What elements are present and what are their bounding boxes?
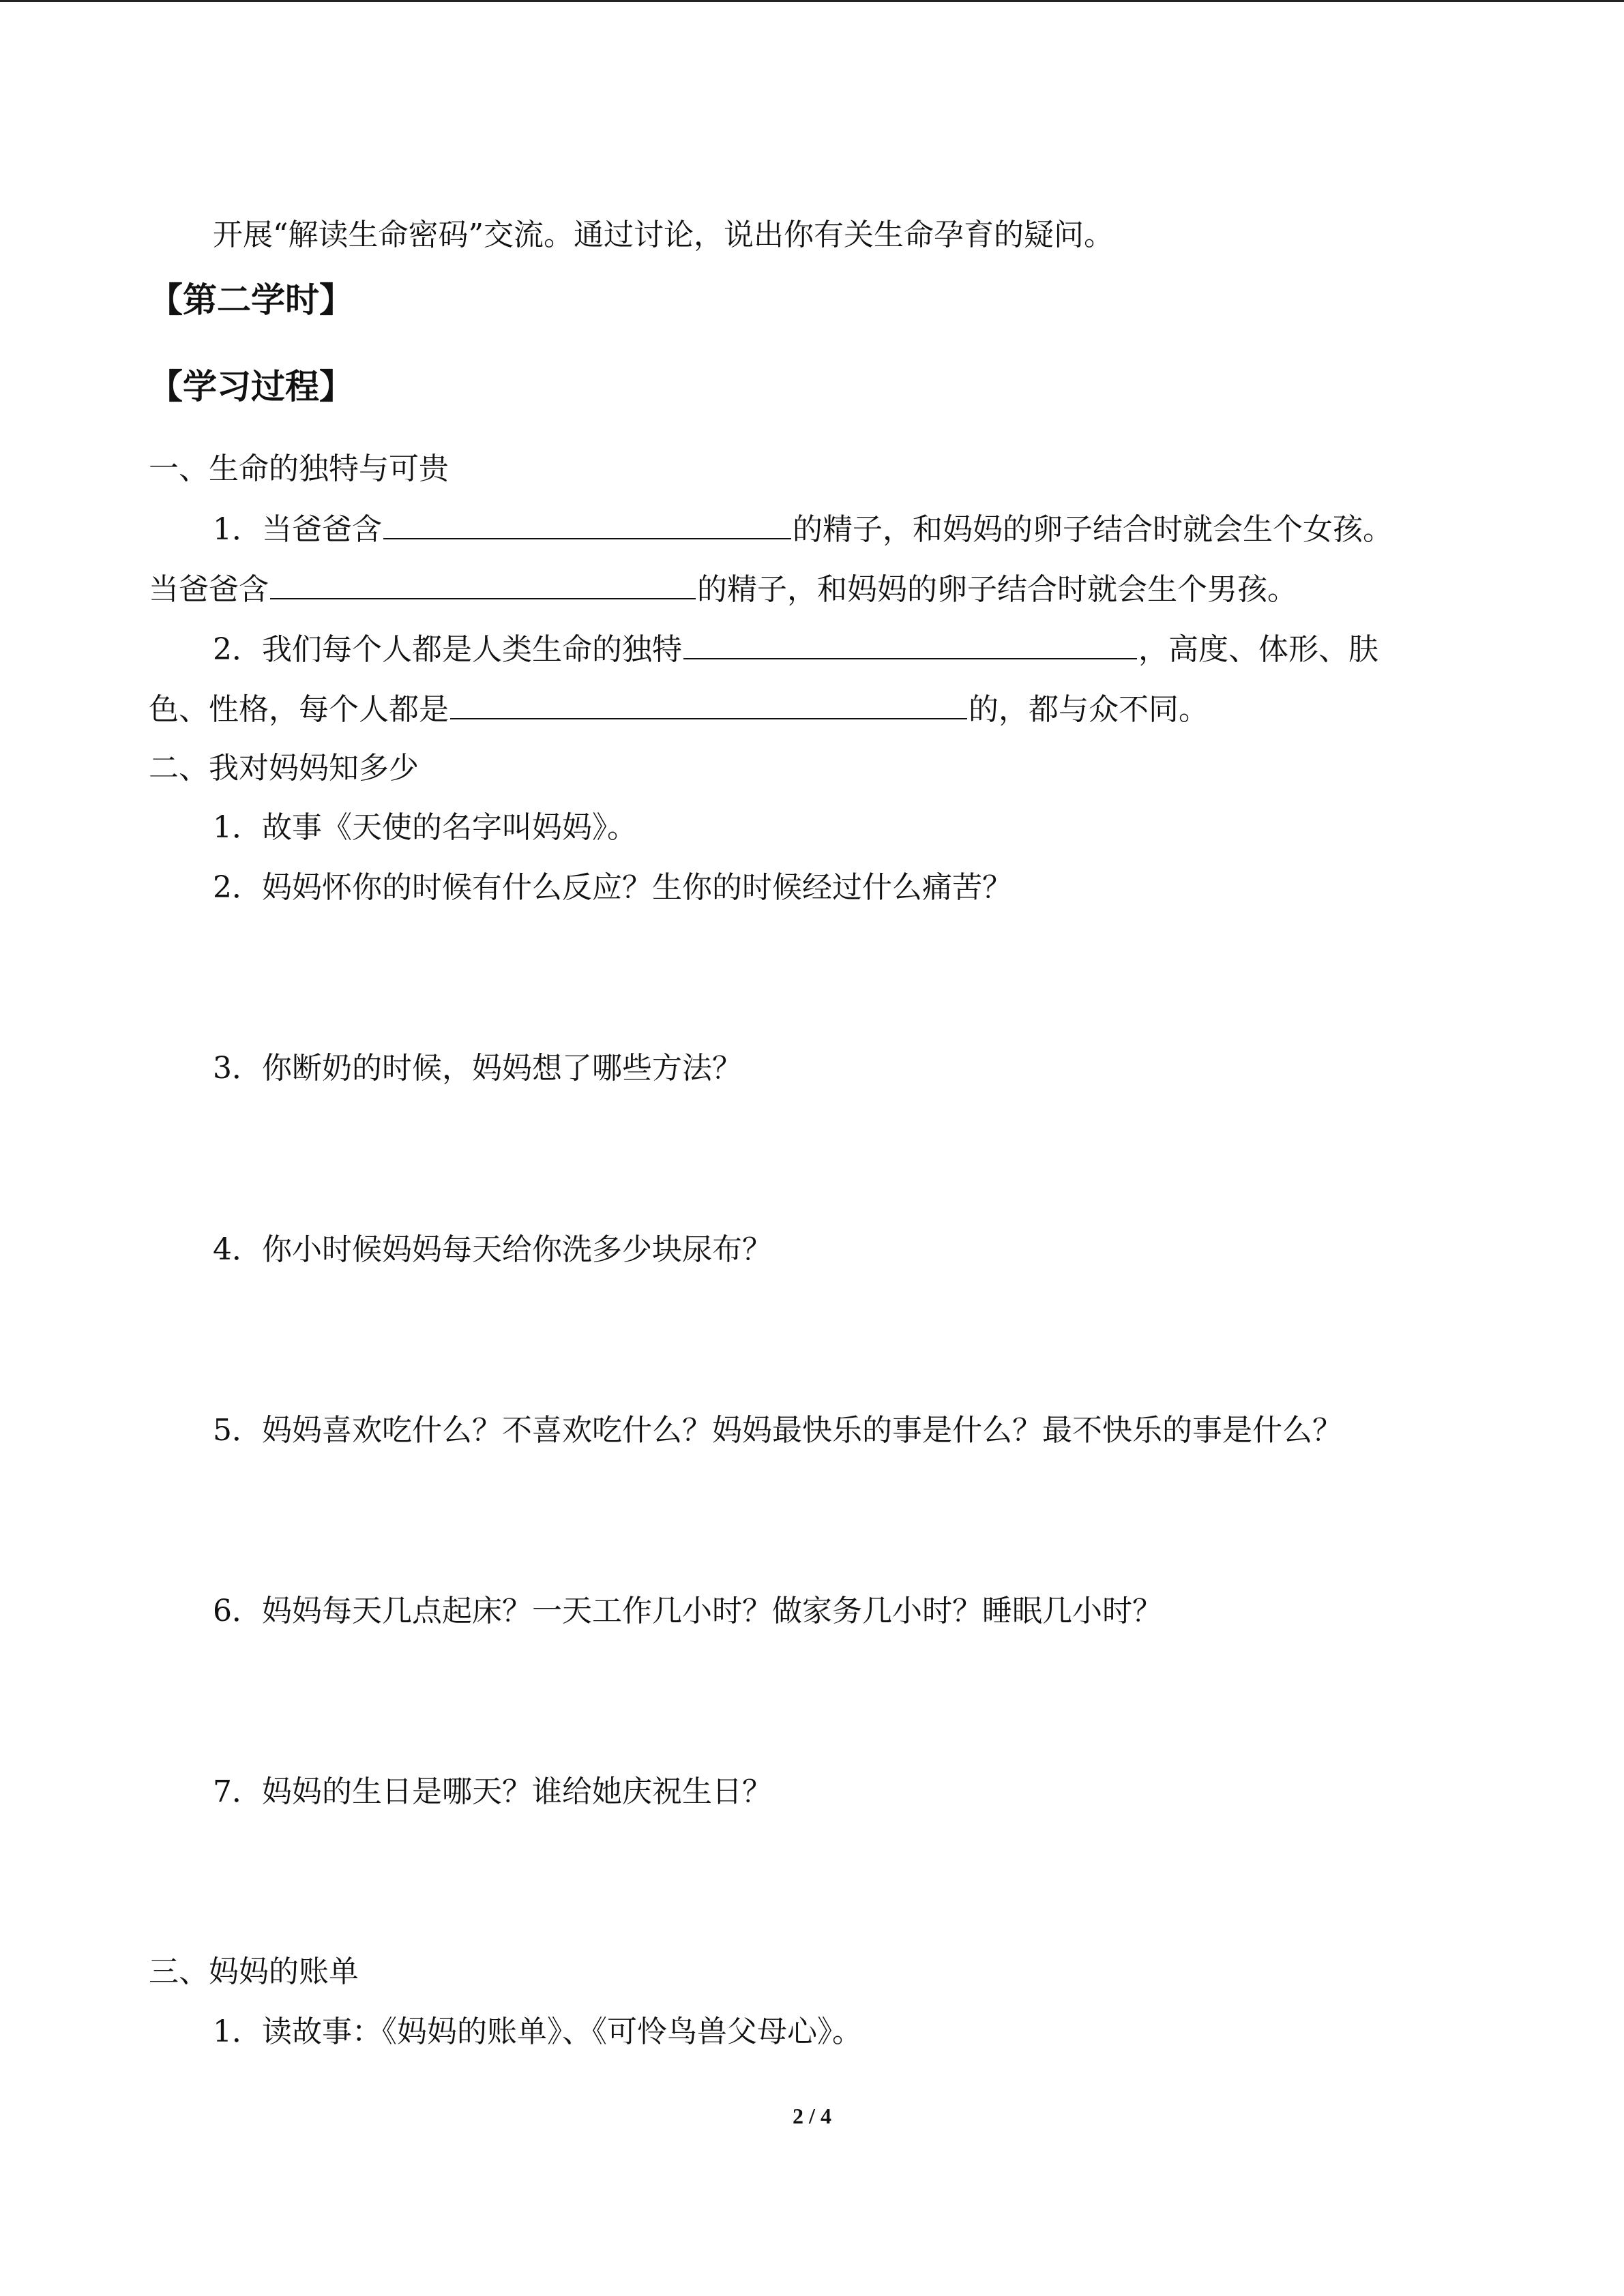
section-2-item-1: 1．故事《天使的名字叫妈妈》。 (213, 810, 637, 845)
section-1-title: 一、生命的独特与可贵 (149, 451, 449, 486)
fill-blank-4[interactable] (450, 688, 967, 719)
question-2-line-2 (149, 688, 1209, 729)
section-2-item-3: 3．你断奶的时候，妈妈想了哪些方法？ (213, 1051, 742, 1086)
question-2-line-1-text-b: ，高度、体形、肤 (1138, 632, 1378, 667)
section-2-item-4: 4．你小时候妈妈每天给你洗多少块尿布？ (213, 1232, 772, 1267)
section-2-item-5: 5．妈妈喜欢吃什么？不喜欢吃什么？妈妈最快乐的事是什么？最不快乐的事是什么？ (213, 1413, 1342, 1448)
page-top-border (0, 0, 1624, 2)
question-1-line-2 (149, 568, 1297, 609)
page-number: 2 / 4 (793, 2104, 831, 2128)
question-2-line-1-text-a: 2．我们每个人都是人类生命的独特 (213, 632, 682, 667)
question-2-line-2-text-a: 色、性格，每个人都是 (149, 692, 449, 727)
question-2-line-1 (213, 628, 1378, 669)
section-2-title: 二、我对妈妈知多少 (149, 751, 419, 786)
question-1-line-2-text-a: 当爸爸含 (149, 572, 269, 607)
section-3-item-1: 1．读故事：《妈妈的账单》、《可怜鸟兽父母心》。 (213, 2014, 862, 2049)
intro-paragraph: 开展“解读生命密码”交流。通过讨论，说出你有关生命孕育的疑问。 (213, 218, 1114, 252)
question-1-line-1-text-a: 1．当爸爸含 (213, 512, 382, 547)
fill-blank-2[interactable] (270, 568, 696, 599)
question-1-line-2-text-b: 的精子，和妈妈的卵子结合时就会生个男孩。 (697, 572, 1297, 607)
fill-blank-1[interactable] (383, 508, 791, 539)
heading-second-period: 【第二学时】 (149, 280, 353, 320)
fill-blank-3[interactable] (683, 628, 1137, 659)
section-2-item-7: 7．妈妈的生日是哪天？谁给她庆祝生日？ (213, 1774, 772, 1809)
heading-learning-process: 【学习过程】 (149, 367, 353, 406)
question-2-line-2-text-b: 的，都与众不同。 (969, 692, 1209, 727)
question-1-line-1-text-b: 的精子，和妈妈的卵子结合时就会生个女孩。 (793, 512, 1393, 547)
section-2-item-6: 6．妈妈每天几点起床？一天工作几小时？做家务几小时？睡眠几小时？ (213, 1594, 1162, 1628)
question-1-line-1 (213, 508, 1393, 549)
section-2-item-2: 2．妈妈怀你的时候有什么反应？生你的时候经过什么痛苦？ (213, 870, 1012, 905)
section-3-title: 三、妈妈的账单 (149, 1954, 359, 1989)
